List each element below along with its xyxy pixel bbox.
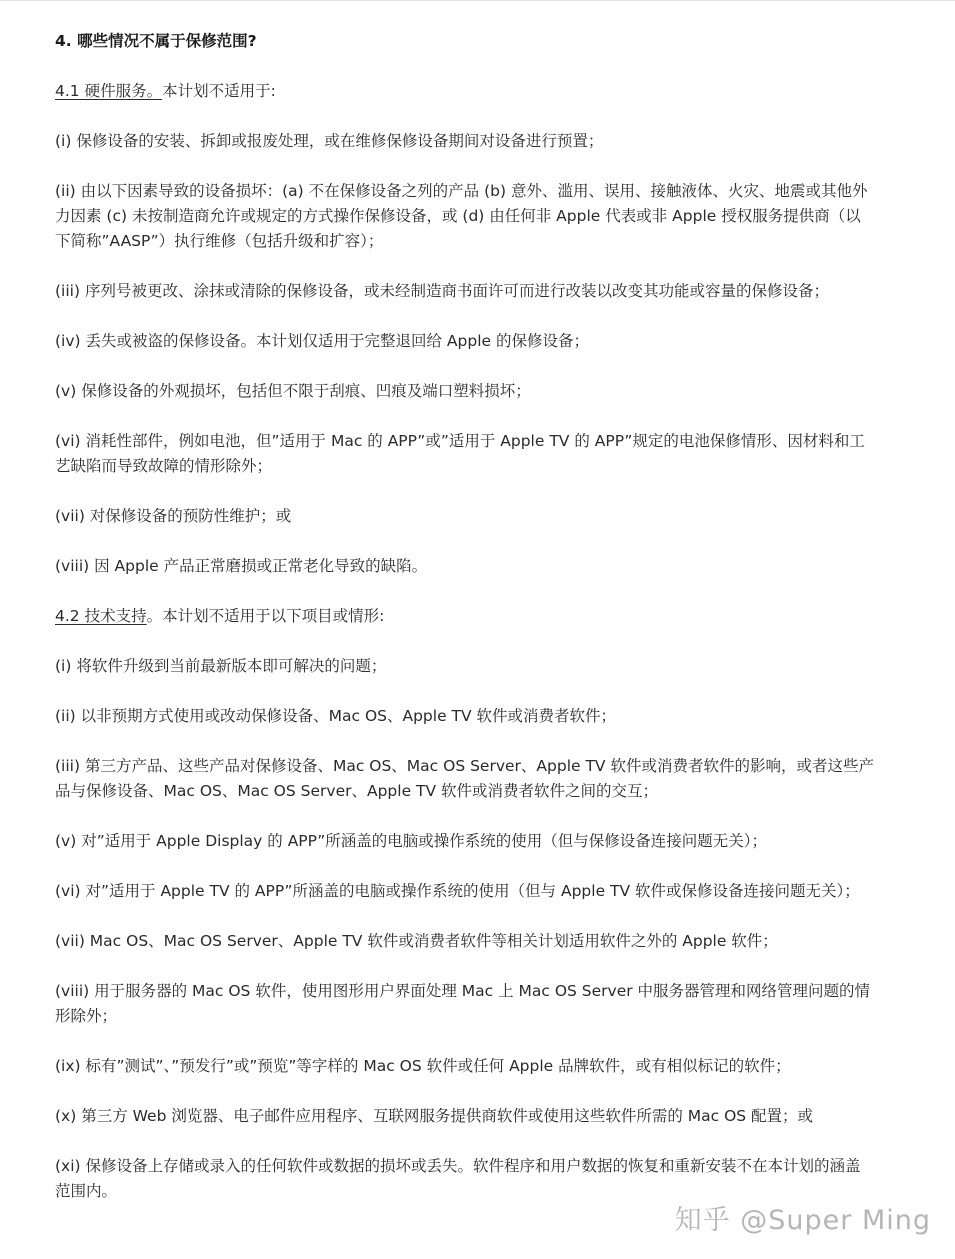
list-item: (viii) 用于服务器的 Mac OS 软件，使用图形用户界面处理 Mac 上 Mac OS Server 中服务器管理和网络管理问题的情形除外；	[55, 982, 871, 1025]
hardware-service-link[interactable]: 4.1 硬件服务。	[55, 82, 163, 100]
list-item: (vi) 对”适用于 Apple TV 的 APP”所涵盖的电脑或操作系统的使用（但与 Apple TV 软件或保修设备连接问题无关）；	[55, 882, 860, 900]
top-divider	[0, 0, 955, 1]
list-item: (v) 保修设备的外观损坏，包括但不限于刮痕、凹痕及端口塑料损坏；	[55, 382, 531, 400]
document-body	[55, 29, 875, 1229]
list-item: (x) 第三方 Web 浏览器、电子邮件应用程序、互联网服务提供商软件或使用这些软件所需的 Mac OS 配置；或	[55, 1107, 814, 1125]
tech-support-link[interactable]: 4.2 技术支持	[55, 607, 147, 625]
section-intro-hardware	[55, 79, 875, 104]
list-item: (iii) 序列号被更改、涂抹或清除的保修设备，或未经制造商书面许可而进行改装以改变其功能或容量的保修设备；	[55, 282, 829, 300]
section-heading: 4. 哪些情况不属于保修范围?	[55, 32, 257, 50]
hardware-intro-text: 本计划不适用于:	[162, 82, 276, 100]
list-item: (v) 对”适用于 Apple Display 的 APP”所涵盖的电脑或操作系统的使用（但与保修设备连接问题无关）；	[55, 832, 768, 850]
list-item: (i) 将软件升级到当前最新版本即可解决的问题；	[55, 657, 387, 675]
list-item: (iv) 丢失或被盗的保修设备。本计划仅适用于完整退回给 Apple 的保修设备；	[55, 332, 589, 350]
list-item: (xi) 保修设备上存储或录入的任何软件或数据的损坏或丢失。软件程序和用户数据的恢复和重新安装不在本计划的涵盖范围内。	[55, 1157, 861, 1200]
list-item: (vii) Mac OS、Mac OS Server、Apple TV 软件或消费者软件等相关计划适用软件之外的 Apple 软件；	[55, 932, 778, 950]
list-item: (ii) 由以下因素导致的设备损坏：(a) 不在保修设备之列的产品 (b) 意外、滥用、误用、接触液体、火灾、地震或其他外力因素 (c) 未按制造商允许或规定的方式操作保修设备，或 (d) 由任何非 Apple 代表或非 Apple 授权服务提供商（以下简称”AASP”）执行维修（包括升级和扩容）；	[55, 182, 868, 250]
list-item: (viii) 因 Apple 产品正常磨损或正常老化导致的缺陷。	[55, 557, 428, 575]
list-item: (i) 保修设备的安装、拆卸或报废处理，或在维修保修设备期间对设备进行预置；	[55, 132, 604, 150]
list-item: (ii) 以非预期方式使用或改动保修设备、Mac OS、Apple TV 软件或消费者软件；	[55, 707, 617, 725]
section-intro-support	[55, 604, 875, 629]
list-item: (vi) 消耗性部件，例如电池，但”适用于 Mac 的 APP”或”适用于 Apple TV 的 APP”规定的电池保修情形、因材料和工艺缺陷而导致故障的情形除外；	[55, 432, 865, 475]
watermark: 知乎 @Super Ming	[674, 1205, 931, 1236]
support-intro-text: 。本计划不适用于以下项目或情形:	[146, 607, 385, 625]
list-item: (iii) 第三方产品、这些产品对保修设备、Mac OS、Mac OS Server、Apple TV 软件或消费者软件的影响，或者这些产品与保修设备、Mac OS、Mac OS Server、Apple TV 软件或消费者软件之间的交互；	[55, 757, 874, 800]
list-item: (vii) 对保修设备的预防性维护；或	[55, 507, 292, 525]
list-item: (ix) 标有”测试”、”预发行”或”预览”等字样的 Mac OS 软件或任何 Apple 品牌软件，或有相似标记的软件；	[55, 1057, 791, 1075]
